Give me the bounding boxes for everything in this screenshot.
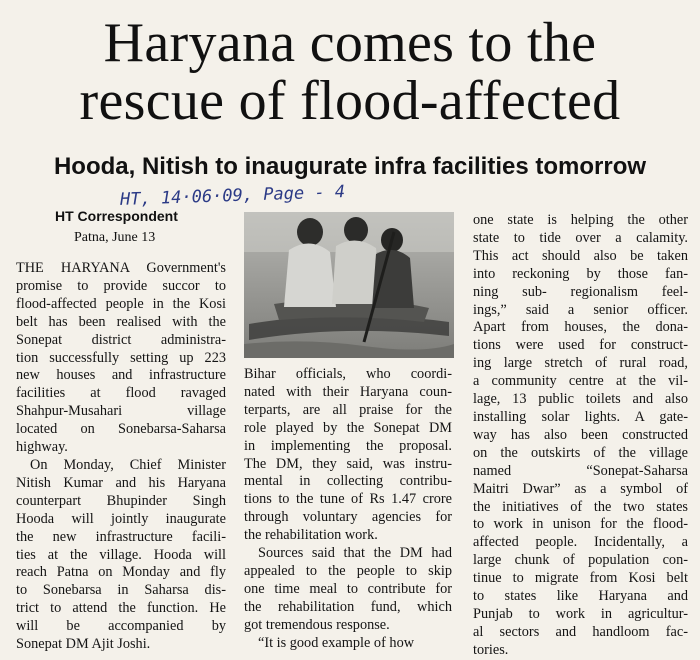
article-line-text: new houses and infrastructure bbox=[16, 367, 226, 384]
article-column-2 bbox=[244, 366, 452, 653]
article-line-text: mental in collecting contribu- bbox=[244, 473, 452, 490]
article-line bbox=[473, 552, 688, 570]
article-line bbox=[244, 509, 452, 527]
article-line bbox=[244, 420, 452, 438]
article-line-text: tions were used for construct- bbox=[473, 337, 688, 354]
article-line bbox=[473, 642, 688, 660]
article-column-3 bbox=[473, 212, 688, 660]
article-line bbox=[473, 409, 688, 427]
article-line bbox=[16, 278, 226, 296]
article-line-text: one time meal to contribute for bbox=[244, 580, 452, 597]
article-line-text: facilities at flood ravaged bbox=[16, 385, 226, 402]
article-line bbox=[16, 600, 226, 618]
article-line-text: The DM, they said, was instru- bbox=[244, 455, 452, 472]
article-line-text: THE HARYANA Government's bbox=[16, 260, 226, 276]
article-line bbox=[244, 635, 452, 653]
article-line bbox=[16, 529, 226, 547]
article-line-text: through voluntary agencies for bbox=[244, 509, 452, 526]
article-column-1 bbox=[16, 260, 226, 654]
article-line-text: trict to attend the function. He bbox=[16, 600, 226, 617]
article-line bbox=[16, 367, 226, 385]
article-line bbox=[473, 391, 688, 409]
article-line-text: tions to the tune of Rs 1.47 crore bbox=[244, 491, 452, 508]
article-line-text: will be accompanied by bbox=[16, 618, 226, 635]
article-line bbox=[16, 314, 226, 332]
article-line bbox=[473, 212, 688, 230]
byline: HT Correspondent bbox=[55, 208, 178, 224]
article-line bbox=[16, 439, 226, 457]
article-line bbox=[16, 493, 226, 511]
article-line-text: lage, 13 public toilets and also bbox=[473, 391, 688, 408]
article-line-text: tion successfully setting up 223 bbox=[16, 349, 226, 366]
article-line-text: ning sub- regionalism feel- bbox=[473, 283, 688, 300]
article-line bbox=[473, 606, 688, 624]
article-line-text: named “Sonepat-Saharsa bbox=[473, 462, 688, 479]
article-line-text: nated with their Haryana coun- bbox=[244, 383, 452, 400]
article-line bbox=[473, 463, 688, 481]
article-line bbox=[16, 618, 226, 636]
article-line-text: large chunk of population con- bbox=[473, 552, 688, 569]
article-line-text: Punjab to work in agricultur- bbox=[473, 605, 688, 622]
article-line bbox=[473, 570, 688, 588]
article-line bbox=[16, 421, 226, 439]
article-line bbox=[473, 481, 688, 499]
article-line bbox=[473, 534, 688, 552]
subheadline: Hooda, Nitish to inaugurate infra facilities tomorrow bbox=[53, 153, 647, 180]
headline bbox=[0, 14, 700, 130]
article-line-text: Sources said that the DM had bbox=[258, 545, 452, 562]
article-line-text: the initiatives of the two states bbox=[473, 498, 688, 515]
article-line bbox=[473, 516, 688, 534]
article-line bbox=[244, 402, 452, 420]
article-line bbox=[244, 527, 452, 545]
article-line bbox=[16, 403, 226, 421]
article-line bbox=[244, 384, 452, 402]
article-line bbox=[244, 456, 452, 474]
article-line bbox=[244, 581, 452, 599]
handwritten-note: HT, 14·06·09, Page - 4 bbox=[119, 182, 346, 210]
article-line-text: Sonepat DM Ajit Joshi. bbox=[16, 636, 151, 653]
article-line-text: flood-affected people in the Kosi bbox=[16, 295, 226, 312]
article-line bbox=[16, 385, 226, 403]
flood-boat-photo bbox=[244, 212, 454, 358]
article-line-text: way has also been constructed bbox=[473, 426, 688, 443]
article-line bbox=[473, 588, 688, 606]
article-line bbox=[244, 617, 452, 635]
article-line-text: tories. bbox=[473, 641, 509, 658]
article-line-text: promise to provide succor to bbox=[16, 277, 226, 294]
article-line-text: on the outskirts of the village bbox=[473, 444, 688, 461]
article-line bbox=[244, 545, 452, 563]
article-line bbox=[244, 366, 452, 384]
article-line bbox=[473, 337, 688, 355]
article-line bbox=[16, 350, 226, 368]
article-line-text: the rehabilitation work. bbox=[244, 527, 378, 544]
article-line-text: Shahpur-Musahari village bbox=[16, 403, 226, 420]
article-line-text: al sectors and handloom fac- bbox=[473, 623, 688, 640]
article-line bbox=[16, 332, 226, 350]
article-line-text: Nitish Kumar and his Haryana bbox=[16, 474, 226, 491]
article-line-text: Bihar officials, who coordi- bbox=[244, 366, 452, 382]
article-line bbox=[16, 296, 226, 314]
headline-line-2: rescue of flood-affected bbox=[79, 70, 621, 132]
article-line-text: installing solar lights. A gate- bbox=[473, 408, 688, 425]
article-line bbox=[244, 491, 452, 509]
article-line bbox=[16, 457, 226, 475]
article-line-text: role played by the Sonepat DM bbox=[244, 419, 452, 436]
article-line bbox=[473, 284, 688, 302]
article-line-text: one state is helping the other bbox=[473, 212, 688, 228]
article-line-text: the rehabilitation fund, which bbox=[244, 598, 452, 615]
article-line-text: Hooda will jointly inaugurate bbox=[16, 510, 226, 527]
article-line bbox=[473, 445, 688, 463]
article-line-text: belt has been realised with the bbox=[16, 313, 226, 330]
flood-boat-photo-icon bbox=[244, 212, 454, 358]
article-line bbox=[473, 624, 688, 642]
article-line-text: highway. bbox=[16, 439, 68, 456]
article-line bbox=[473, 230, 688, 248]
article-line bbox=[16, 475, 226, 493]
article-line bbox=[473, 266, 688, 284]
headline-line-1: Haryana comes to the bbox=[103, 12, 597, 74]
article-line bbox=[473, 499, 688, 517]
article-line-text: ties at the village. Hooda will bbox=[16, 546, 226, 563]
article-line-text: affected people. Incidentally, a bbox=[473, 534, 688, 551]
article-line-text: Maitri Dwar” as a symbol of bbox=[473, 480, 688, 497]
article-line-text: in implementing the proposal. bbox=[244, 437, 452, 454]
article-line bbox=[244, 599, 452, 617]
article-line-text: ings,” said a senior officer. bbox=[473, 301, 688, 318]
article-line-text: Sonepat district administra- bbox=[16, 331, 226, 348]
dateline: Patna, June 13 bbox=[74, 230, 156, 245]
article-line-text: On Monday, Chief Minister bbox=[30, 456, 226, 473]
article-line bbox=[473, 373, 688, 391]
article-line-text: to work in unison for the flood- bbox=[473, 516, 688, 533]
article-line-text: tinue to migrate from Kosi belt bbox=[473, 570, 688, 587]
article-line bbox=[16, 547, 226, 565]
article-line bbox=[473, 248, 688, 266]
article-line-text: ing large stretch of rural road, bbox=[473, 355, 688, 372]
article-line-text: located on Sonebarsa-Saharsa bbox=[16, 421, 226, 438]
article-line-text: reach Patna on Monday and fly bbox=[16, 564, 226, 581]
article-line bbox=[473, 355, 688, 373]
article-line bbox=[16, 260, 226, 278]
article-line-text: to Sonebarsa in Saharsa dis- bbox=[16, 582, 226, 599]
article-line-text: to states like Haryana and bbox=[473, 588, 688, 605]
article-line bbox=[16, 582, 226, 600]
article-line bbox=[244, 563, 452, 581]
article-line-text: the new infrastructure facili- bbox=[16, 528, 226, 545]
article-line-text: “It is good example of how bbox=[258, 634, 415, 651]
article-line bbox=[244, 473, 452, 491]
article-line bbox=[16, 564, 226, 582]
article-line-text: a community centre at the vil- bbox=[473, 373, 688, 390]
article-line-text: terparts, are all praise for the bbox=[244, 401, 452, 418]
article-line bbox=[473, 427, 688, 445]
article-line bbox=[473, 319, 688, 337]
article-line-text: counterpart Bhupinder Singh bbox=[16, 492, 226, 509]
article-line-text: appealed to the people to skip bbox=[244, 562, 452, 579]
article-line-text: Apart from houses, the dona- bbox=[473, 319, 688, 336]
article-line bbox=[16, 636, 226, 654]
article-line bbox=[473, 302, 688, 320]
article-line-text: This act should also be taken bbox=[473, 247, 688, 264]
article-line bbox=[244, 438, 452, 456]
article-line-text: state to tide over a calamity. bbox=[473, 229, 688, 246]
article-line bbox=[16, 511, 226, 529]
article-line-text: got tremendous response. bbox=[244, 616, 390, 633]
article-line-text: into reckoning by those fan- bbox=[473, 265, 688, 282]
